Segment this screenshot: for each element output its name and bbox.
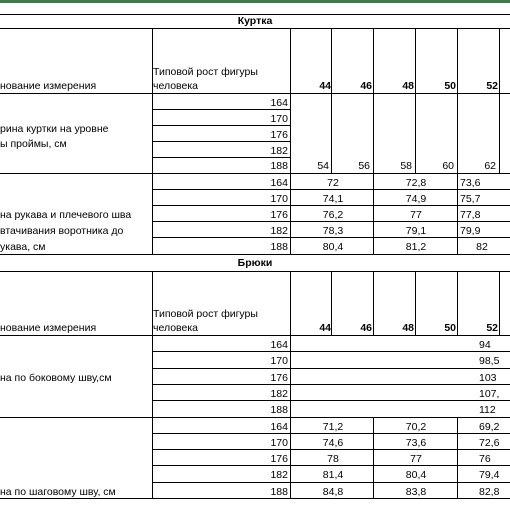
value-cell: 78,3	[322, 225, 344, 237]
size-header: 48	[402, 322, 414, 334]
height-cell: 188	[270, 486, 288, 498]
measurement-label: втачивания воротника до	[0, 225, 124, 237]
measurement-label: ы проймы, см	[0, 138, 67, 150]
value-cell: 58	[400, 160, 412, 172]
value-cell: 79,4	[479, 469, 500, 481]
grid-line	[373, 271, 374, 335]
height-cell: 170	[270, 355, 288, 367]
grid-line	[152, 28, 153, 254]
grid-line	[152, 368, 510, 369]
grid-line	[0, 28, 510, 29]
value-cell: 74,6	[322, 437, 344, 449]
grid-line	[457, 271, 458, 335]
value-cell: 94	[479, 339, 491, 351]
value-cell: 76,2	[322, 209, 344, 221]
height-header-line1: Типовой рост фигуры	[153, 308, 258, 320]
value-cell: 62	[484, 160, 496, 172]
grid-line	[457, 28, 458, 254]
grid-line	[290, 271, 291, 498]
value-cell: 107,	[479, 388, 500, 400]
height-cell: 164	[270, 177, 288, 189]
grid-line	[0, 93, 510, 94]
grid-line	[152, 351, 510, 352]
measurement-label: на рукава и плечевого шва	[0, 209, 132, 221]
height-cell: 182	[270, 469, 288, 481]
grid-line	[0, 335, 510, 336]
grid-line	[0, 271, 510, 272]
value-cell: 73,6	[405, 437, 427, 449]
value-cell: 76	[479, 453, 491, 465]
value-cell: 74,1	[322, 193, 344, 205]
value-cell: 81,4	[322, 469, 344, 481]
grid-line	[152, 157, 290, 158]
grid-line	[152, 125, 290, 126]
measurement-label: на по боковому шву,см	[0, 372, 112, 384]
grid-line	[0, 417, 510, 418]
grid-line	[499, 271, 500, 335]
height-cell: 164	[270, 97, 288, 109]
value-cell: 73,6	[460, 177, 481, 189]
value-cell: 78	[327, 453, 339, 465]
height-header-line1: Типовой рост фигуры	[153, 66, 258, 78]
value-cell: 83,8	[405, 486, 427, 498]
value-cell: 72	[327, 177, 339, 189]
value-cell: 72,6	[479, 437, 500, 449]
value-cell: 72,8	[405, 177, 427, 189]
grid-line	[152, 271, 153, 498]
value-cell: 77	[410, 453, 422, 465]
grid-line	[415, 271, 416, 335]
grid-line	[331, 271, 332, 335]
grid-line	[152, 141, 290, 142]
height-cell: 182	[270, 225, 288, 237]
height-header-line2: человека	[153, 322, 199, 334]
size-header: 44	[319, 80, 331, 92]
top-accent-line	[0, 0, 510, 3]
value-cell: 103	[479, 372, 497, 384]
size-header: 50	[444, 322, 456, 334]
value-cell: 71,2	[322, 421, 344, 433]
grid-line	[415, 28, 416, 173]
value-cell: 82,8	[479, 486, 500, 498]
value-cell: 81,2	[405, 241, 427, 253]
grid-line	[152, 400, 510, 401]
height-cell: 176	[270, 129, 288, 141]
height-header-line2: человека	[153, 80, 199, 92]
section-title-text: Брюки	[237, 257, 273, 269]
value-cell: 82	[476, 241, 488, 253]
measurement-name-header: нование измерения	[0, 80, 97, 92]
measurement-label: укава, см	[0, 241, 46, 253]
value-cell: 84,8	[322, 486, 344, 498]
size-header: 52	[486, 80, 498, 92]
size-header: 46	[360, 322, 372, 334]
height-cell: 176	[270, 209, 288, 221]
height-cell: 182	[270, 145, 288, 157]
grid-line	[0, 498, 510, 499]
measurement-label: на по шаговому шву, см	[0, 486, 116, 498]
value-cell: 69,2	[479, 421, 500, 433]
value-cell: 74,9	[405, 193, 427, 205]
value-cell: 112	[479, 404, 496, 416]
section-title-trousers	[0, 254, 510, 272]
value-cell: 98,5	[479, 355, 500, 367]
height-cell: 176	[270, 372, 288, 384]
value-cell: 75,7	[460, 193, 481, 205]
grid-line	[373, 28, 374, 254]
height-cell: 182	[270, 388, 288, 400]
section-title-jacket	[0, 14, 510, 29]
value-cell: 77	[410, 209, 422, 221]
size-header: 44	[319, 322, 331, 334]
height-cell: 188	[270, 160, 288, 172]
height-cell: 170	[270, 193, 288, 205]
value-cell: 79,9	[460, 225, 481, 237]
value-cell: 54	[317, 160, 329, 172]
grid-line	[499, 28, 500, 173]
grid-line	[290, 28, 291, 254]
grid-line	[373, 417, 374, 498]
size-header: 52	[486, 322, 498, 334]
grid-line	[331, 28, 332, 173]
grid-line	[0, 173, 510, 174]
grid-line	[152, 384, 510, 385]
height-cell: 170	[270, 113, 288, 125]
size-header: 46	[360, 80, 372, 92]
height-cell: 188	[270, 404, 288, 416]
measurement-name-header: нование измерения	[0, 322, 97, 334]
value-cell: 79,1	[405, 225, 427, 237]
size-header: 48	[402, 80, 414, 92]
measurement-label: рина куртки на уровне	[0, 123, 109, 135]
grid-line	[152, 109, 290, 110]
value-cell: 60	[442, 160, 454, 172]
size-header: 50	[444, 80, 456, 92]
value-cell: 56	[358, 160, 370, 172]
height-cell: 176	[270, 453, 288, 465]
value-cell: 80,4	[405, 469, 427, 481]
height-cell: 170	[270, 437, 288, 449]
value-cell: 70,2	[405, 421, 427, 433]
value-cell: 80,4	[322, 241, 344, 253]
height-cell: 188	[270, 241, 288, 253]
value-cell: 77,8	[460, 209, 481, 221]
section-title-text: Куртка	[237, 15, 273, 27]
height-cell: 164	[270, 339, 288, 351]
grid-line	[457, 417, 458, 498]
height-cell: 164	[270, 421, 288, 433]
